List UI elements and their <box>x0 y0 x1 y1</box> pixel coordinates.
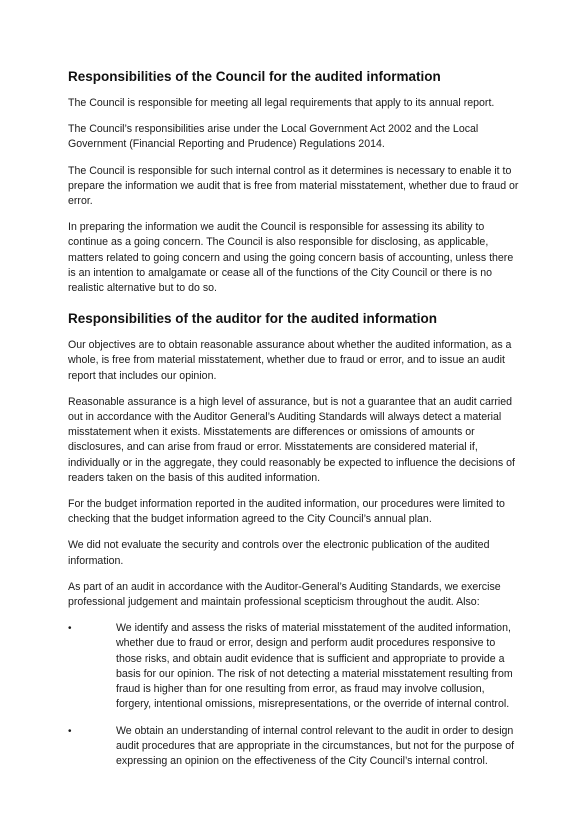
list-item-text: We identify and assess the risks of material misstatement of the audited information, whether due to fraud or error, design and perform audit procedures responsive to those risks, and obtain audit evidence that is sufficient and appropriate to provide a basis for our opinion. The risk of not detecting a material misstatement resulting from fraud is higher than for one resulting from error, as fraud may involve collusion, forgery, intentional omissions, misrepresentations, or the override of internal control. <box>116 622 513 711</box>
paragraph: The Council is responsible for meeting all legal requirements that apply to its annual report. <box>68 97 495 109</box>
paragraph: We did not evaluate the security and controls over the electronic publication of the audited information. <box>68 539 490 567</box>
section-heading-council-responsibilities: Responsibilities of the Council for the audited information <box>68 69 441 84</box>
paragraph: In preparing the information we audit the Council is responsible for assessing its ability to continue as a going concern. The Council is also responsible for disclosing, as applicable, matters related to going concern and using the going concern basis of accounting, unless there is an intention to amalgamate or cease all of the functions of the City Council or there is no realistic alternative but to do so. <box>68 221 514 295</box>
list-item <box>68 621 522 712</box>
paragraph: The Council is responsible for such internal control as it determines is necessary to enable it to prepare the information we audit that is free from material misstatement, whether due to fraud or error. <box>68 164 519 208</box>
section-heading-auditor-responsibilities: Responsibilities of the auditor for the audited information <box>68 311 438 327</box>
bullet-icon: • <box>68 725 72 737</box>
paragraph: The Council’s responsibilities arise under the Local Government Act 2002 and the Local Government (Financial Reporting and Prudence) Regulations 2014. <box>68 123 479 151</box>
bullet-list <box>68 621 522 769</box>
paragraph: Our objectives are to obtain reasonable assurance about whether the audited information, as a whole, is free from material misstatement, whether due to fraud or error, and to issue an audit report that includes our opinion. <box>68 339 512 382</box>
list-item-text: We obtain an understanding of internal control relevant to the audit in order to design audit procedures that are appropriate in the circumstances, but not for the purpose of expressing an opinion on the effectiveness of the City Council’s internal control. <box>116 724 515 767</box>
paragraph: Reasonable assurance is a high level of assurance, but is not a guarantee that an audit carried out in accordance with the Auditor General’s Auditing Standards will always detect a material misstatement when it exists. Misstatements are differences or omissions of amounts or disclosures, and can arise from fraud or error. Misstatements are considered material if, individually or in the aggregate, they could reasonably be expected to influence the decisions of readers taken on the basis of this audited information. <box>68 395 515 484</box>
list-item <box>68 724 522 770</box>
paragraph: For the budget information reported in the audited information, our procedures were limited to checking that the budget information agreed to the City Council’s annual plan. <box>68 498 505 526</box>
bullet-icon: • <box>68 623 72 635</box>
paragraph: As part of an audit in accordance with the Auditor-General’s Auditing Standards, we exercise professional judgement and maintain professional scepticism throughout the audit. Also: <box>68 580 501 609</box>
